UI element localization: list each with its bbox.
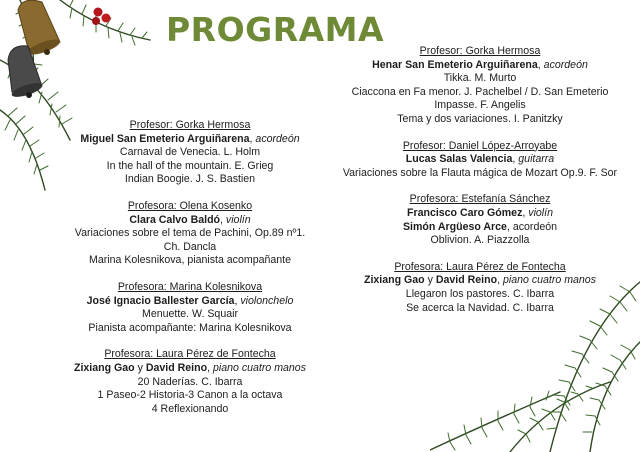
repertoire-line: Impasse. F. Angelis [434, 99, 526, 112]
performer-name: Zixiang Gao [73, 361, 135, 374]
program-block [330, 261, 630, 315]
performer-name: Simón Argüeso Arce [402, 220, 507, 233]
repertoire-line: Tikka. M. Murto [443, 72, 517, 85]
performer-line: José Ignacio Ballester García, violonchelo [86, 294, 294, 307]
repertoire-line: 1 Paseo-2 Historia-3 Canon a la octava [97, 389, 283, 402]
teacher-name: Profesor: Daniel López-Arroyabe [402, 139, 558, 152]
repertoire-line: Llegaron los pastores. C. Ibarra [405, 287, 555, 300]
performer-line: Zixiang Gao y David Reino, piano cuatro manos [73, 361, 307, 374]
performer-name: Francisco Caro Gómez [406, 206, 523, 219]
performer-instrument: violín [528, 206, 553, 219]
repertoire-line: Ciaccona en Fa menor. J. Pachelbel / D. San Emeterio [351, 85, 609, 98]
repertoire-line: Variaciones sobre la Flauta mágica de Mozart Op.9. F. Sor [342, 166, 618, 179]
performer-line: Simón Argüeso Arce, acordeón [402, 220, 558, 233]
program-block [60, 200, 320, 268]
repertoire-line: 20 Naderías. C. Ibarra [137, 375, 243, 388]
performer-name: José Ignacio Ballester García [86, 294, 235, 307]
performer-instrument: guitarra [518, 153, 555, 166]
performer-instrument: acordeón [543, 58, 588, 71]
program-block [60, 281, 320, 335]
performer-instrument: acordeón [512, 220, 558, 233]
repertoire-line: Variaciones sobre el tema de Pachini, Op.89 nº1. [74, 227, 306, 240]
teacher-name: Profesor: Gorka Hermosa [419, 45, 541, 57]
performer-line: Francisco Caro Gómez, violín [406, 206, 553, 219]
performer-name: Miguel San Emeterio Arguiñarena [80, 132, 250, 145]
program-block [330, 140, 630, 181]
repertoire-line: Marina Kolesnikova, pianista acompañante [89, 254, 291, 267]
repertoire-line: Ch. Dancla [163, 240, 217, 253]
repertoire-line: Tema y dos variaciones. I. Panitzky [397, 112, 563, 125]
performer-join: y [427, 274, 433, 287]
teacher-name: Profesor: Gorka Hermosa [129, 119, 251, 131]
program-block [330, 45, 630, 127]
performer-instrument: violín [225, 213, 251, 226]
performer-name: David Reino [435, 274, 498, 287]
performer-line: Miguel San Emeterio Arguiñarena, acordeón [80, 132, 300, 145]
performer-instrument: piano cuatro manos [502, 274, 597, 287]
teacher-name: Profesora: Estefanía Sánchez [409, 193, 551, 206]
teacher-name: Profesora: Olena Kosenko [127, 199, 253, 212]
teacher-name: Profesora: Laura Pérez de Fontecha [104, 348, 276, 361]
performer-instrument: acordeón [255, 132, 300, 145]
program-block [60, 119, 320, 187]
repertoire-line: In the hall of the mountain. E. Grieg [106, 159, 274, 172]
performer-name: Zixiang Gao [363, 274, 425, 287]
performer-name: David Reino [145, 361, 208, 374]
performer-instrument: piano cuatro manos [212, 361, 307, 374]
repertoire-line: Indian Boogie. J. S. Bastien [124, 173, 256, 186]
repertoire-line: Menuette. W. Squair [142, 308, 238, 321]
teacher-name: Profesora: Marina Kolesnikova [117, 280, 263, 293]
performer-line: Henar San Emeterio Arguiñarena, acordeón [372, 58, 588, 71]
repertoire-line: Pianista acompañante: Marina Kolesnikova [88, 321, 292, 334]
performer-join: y [137, 361, 143, 374]
page-title: PROGRAMA [166, 10, 385, 49]
performer-name: Henar San Emeterio Arguiñarena [372, 58, 538, 71]
repertoire-line: Oblivion. A. Piazzolla [430, 234, 530, 247]
teacher-name: Profesora: Laura Pérez de Fontecha [394, 260, 566, 273]
performer-name: Lucas Salas Valencia [405, 153, 513, 166]
repertoire-line: Carnaval de Venecia. L. Holm [119, 146, 261, 159]
program-block [60, 348, 320, 416]
performer-instrument: violonchelo [240, 294, 294, 307]
program-block [330, 193, 630, 247]
performer-line: Lucas Salas Valencia, guitarra [405, 153, 555, 166]
performer-line: Zixiang Gao y David Reino, piano cuatro manos [363, 274, 597, 287]
repertoire-line: 4 Reflexionando [151, 402, 229, 415]
repertoire-line: Se acerca la Navidad. C. Ibarra [406, 301, 554, 314]
program-column-right [330, 45, 630, 328]
performer-name: Clara Calvo Baldó [129, 213, 221, 226]
program-column-left [60, 119, 320, 429]
performer-line: Clara Calvo Baldó, violín [129, 213, 251, 226]
